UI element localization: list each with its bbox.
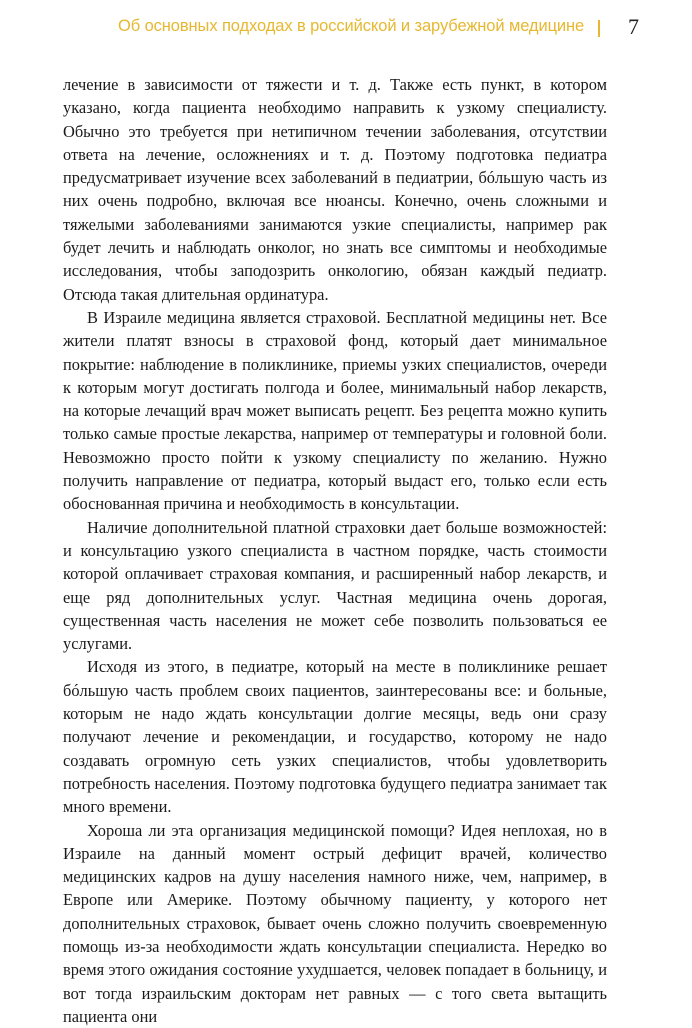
paragraph-pediatrician-role: Исходя из этого, в педиатре, который на месте в поликлинике решает бóльшую часть проблем своих пациентов, заинтересованы все: и больные, которым не надо ждать консультации долгие месяцы, ведь они сразу получают лечение и рекомендации, и государство, которому не надо создавать огромную сеть узких специалистов, чтобы удовлетворить потребность населения. Поэтому подготовка будущего педиатра занимает так много времени. xyxy=(63,655,607,818)
body-text xyxy=(63,73,607,1028)
paragraph-israel-insurance: В Израиле медицина является страховой. Бесплатной медицины нет. Все жители платят взносы в страховой фонд, который дает минимальное покрытие: наблюдение в поликлинике, приемы узких специалистов, очереди к которым могут достигать полгода и более, минимальный набор лекарств, на которые лечащий врач может выписать рецепт. Без рецепта можно купить только самые простые лекарства, например от температуры и головной боли. Невозможно просто пойти к узкому специалисту по желанию. Нужно получить направление от педиатра, который выдаст его, только если есть обоснованная причина и необходимость в консультации. xyxy=(63,306,607,516)
paragraph-private-insurance: Наличие дополнительной платной страховки дает больше возможностей: и консультацию узкого специалиста в частном порядке, часть стоимости которой оплачивает страховая компания, и расширенный набор лекарств, и еще ряд дополнительных услуг. Частная медицина очень дорогая, существенная часть населения не может себе позволить пользоваться ее услугами. xyxy=(63,516,607,656)
header-separator xyxy=(598,20,600,37)
running-header xyxy=(0,14,692,46)
paragraph-assessment: Хороша ли эта организация медицинской помощи? Идея неплохая, но в Израиле на данный момент острый дефицит врачей, количество медицинских кадров на душу населения намного ниже, чем, например, в Европе или Америке. Поэтому обычному пациенту, у которого нет дополнительных страховок, бывает очень сложно получить своевременную помощь из-за необходимости ждать консультации специалиста. Нередко во время этого ожидания состояние ухудшается, человек попадает в больницу, и вот тогда израильским докторам нет равных — с того света вытащить пациента они xyxy=(63,819,607,1028)
paragraph-continued: лечение в зависимости от тяжести и т. д. Также есть пункт, в котором указано, когда пациента необходимо направить к узкому специалисту. Обычно это требуется при нетипичном течении заболевания, отсутствии ответа на лечение, осложнениях и т. д. Поэтому подготовка педиатра предусматривает изучение всех заболеваний в педиатрии, бóльшую часть из них очень подробно, включая все нюансы. Конечно, очень сложными и тяжелыми заболеваниями занимаются узкие специалисты, например рак будет лечить и наблюдать онколог, но знать все симптомы и необходимые исследования, чтобы заподозрить онкологию, обязан каждый педиатр. Отсюда такая длительная ординатура. xyxy=(63,73,607,306)
running-header-title: Об основных подходах в российской и зарубежной медицине xyxy=(118,17,584,36)
page-number: 7 xyxy=(628,14,639,40)
